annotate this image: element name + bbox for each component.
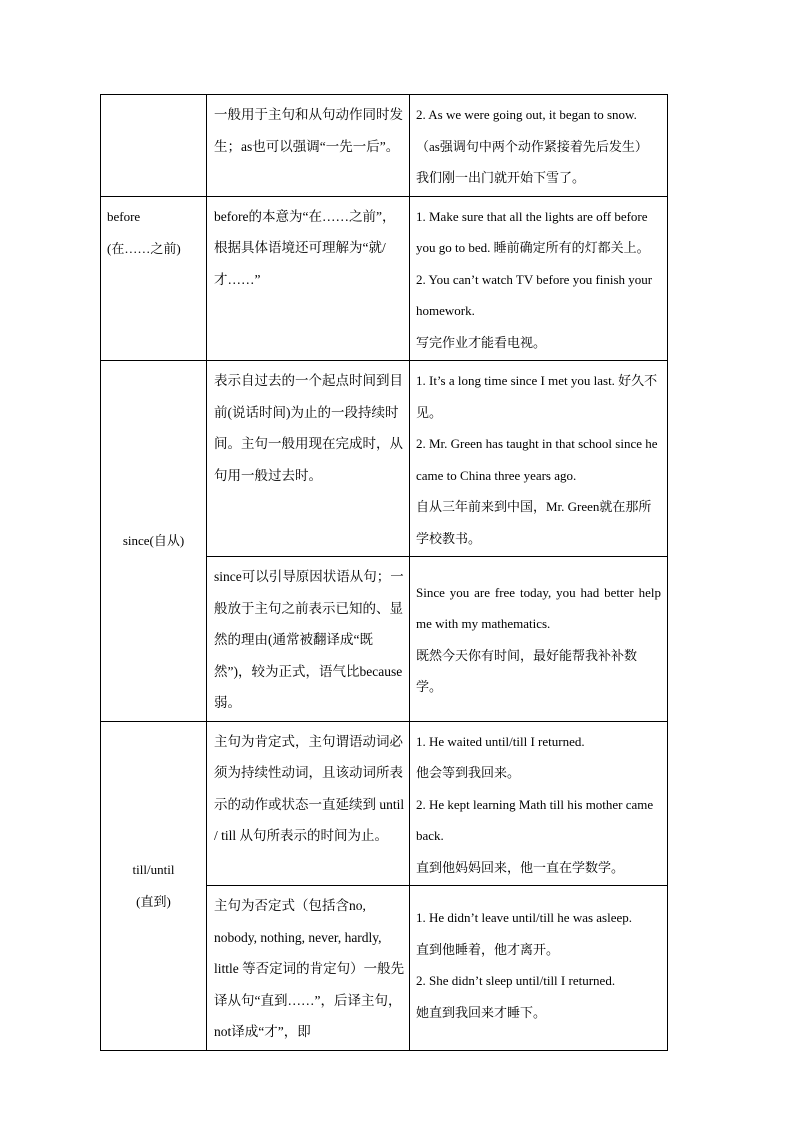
keyword-label: till/until — [132, 861, 175, 877]
example-cell — [410, 721, 668, 886]
example-line: 写完作业才能看电视。 — [416, 334, 547, 350]
keyword-meaning: (直到) — [136, 893, 171, 909]
example-line: 1. He didn’t leave until/till he was asleep. — [416, 910, 633, 925]
example-line: 2. Mr. Green has taught in that school since he came to China three years ago. — [416, 436, 658, 483]
usage-cell — [207, 557, 410, 722]
example-line: 直到他睡着，他才离开。 — [416, 941, 560, 957]
example-line: 我们刚一出门就开始下雪了。 — [416, 170, 586, 185]
table-row — [101, 361, 668, 557]
example-line: 1. He waited until/till I returned. — [416, 733, 585, 749]
example-cell — [410, 361, 668, 557]
example-line: （as强调句中两个动作紧接着先后发生） — [416, 138, 648, 154]
usage-text: since可以引导原因状语从句；一般放于主句之前表示已知的、显然的理由(通常被翻译成“既然”)，较为正式，语气比because弱。 — [214, 569, 404, 710]
usage-cell — [207, 196, 410, 361]
example-line: 2. He kept learning Math till his mother came back. — [416, 796, 654, 843]
usage-text: 主句为肯定式，主句谓语动词必须为持续性动词，且该动词所表示的动作或状态一直延续到 until / till 从句所表示的时间为止。 — [214, 733, 405, 843]
example-line: 既然今天你有时间，最好能帮我补补数学。 — [416, 647, 638, 695]
keyword-cell — [101, 95, 207, 197]
example-line: 他会等到我回来。 — [416, 765, 521, 780]
usage-cell — [207, 721, 410, 886]
example-line: 直到他妈妈回来，他一直在学数学。 — [416, 859, 625, 875]
keyword-label: before — [107, 208, 141, 224]
keyword-cell — [101, 196, 207, 361]
example-line: 1. It’s a long time since I met you last. 好久不见。 — [416, 373, 658, 420]
example-line: Since you are free today, you had better help me with my mathematics. — [416, 584, 661, 632]
usage-text: 一般用于主句和从句动作同时发生；as也可以强调“一先一后”。 — [214, 107, 403, 154]
usage-cell — [207, 95, 410, 197]
usage-cell — [207, 886, 410, 1051]
table-row — [101, 196, 668, 361]
usage-cell — [207, 361, 410, 557]
example-cell — [410, 196, 668, 361]
example-line: 自从三年前来到中国，Mr. Green就在那所学校教书。 — [416, 499, 652, 546]
table-row — [101, 95, 668, 197]
usage-text: 主句为否定式（包括含no, nobody, nothing, never, hardly, little 等否定词的肯定句）一般先译从句“直到……”，后译主句，not译成“才”，即 — [214, 898, 405, 1039]
example-line: 2. You can’t watch TV before you finish your homework. — [416, 271, 653, 318]
usage-text: 表示自过去的一个起点时间到目前(说话时间)为止的一段持续时间。主句一般用现在完成时，从句用一般过去时。 — [214, 373, 403, 483]
table-row — [101, 721, 668, 886]
usage-text: before的本意为“在……之前”，根据具体语境还可理解为“就/才……” — [214, 208, 396, 287]
example-cell — [410, 557, 668, 722]
keyword-cell — [101, 361, 207, 722]
keyword-meaning: (在……之前) — [107, 240, 181, 256]
example-cell — [410, 886, 668, 1051]
grammar-table — [100, 94, 668, 1051]
keyword-cell — [101, 721, 207, 1050]
example-line: 2. She didn’t sleep until/till I returned. — [416, 973, 616, 988]
example-cell — [410, 95, 668, 197]
example-line: 她直到我回来才睡下。 — [416, 1004, 547, 1020]
example-line: 2. As we were going out, it began to snow. — [416, 107, 637, 122]
example-line: 1. Make sure that all the lights are off before you go to bed. 睡前确定所有的灯都关上。 — [416, 208, 650, 255]
keyword-label: since(自从) — [122, 532, 185, 548]
